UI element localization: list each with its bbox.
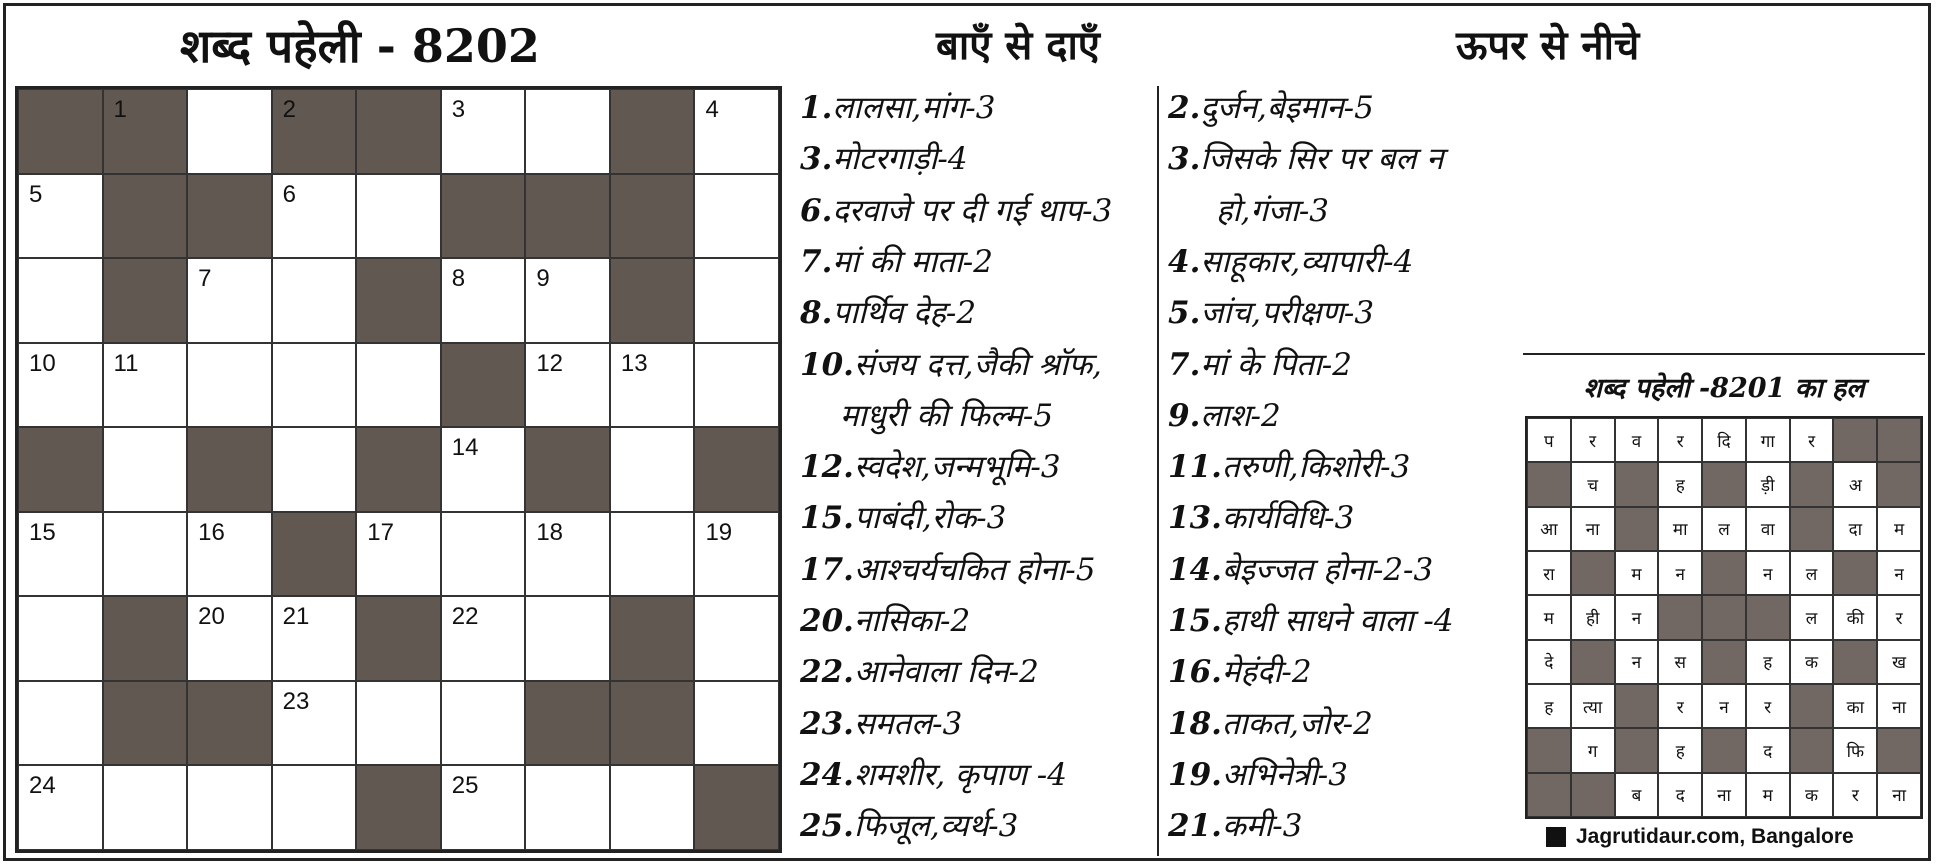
black-cell: [103, 174, 188, 259]
grid-cell[interactable]: [272, 681, 357, 766]
solution-black-cell: [1615, 462, 1659, 506]
grid-cell[interactable]: [356, 512, 441, 597]
clue-number: 1.: [800, 90, 833, 126]
grid-cell[interactable]: [525, 765, 610, 850]
grid-cell[interactable]: [18, 765, 103, 850]
solution-black-cell: [1615, 507, 1659, 551]
grid-cell[interactable]: [272, 258, 357, 343]
clue-text: बेइज्जत होना-2-3: [1221, 551, 1434, 588]
clue-text: लाश-2: [1200, 397, 1281, 434]
clue-number: 19.: [1168, 756, 1222, 793]
grid-cell[interactable]: [272, 174, 357, 259]
grid-cell[interactable]: [103, 512, 188, 597]
cell-number: 1: [113, 96, 127, 123]
solution-cell: स: [1658, 640, 1702, 684]
solution-cell: र: [1790, 418, 1834, 462]
solution-cell: क: [1790, 773, 1834, 817]
clue-number: 22.: [800, 654, 854, 691]
solution-black-cell: [1658, 595, 1702, 639]
cell-number: 20: [198, 603, 225, 631]
cell-number: 10: [29, 349, 56, 377]
grid-cell[interactable]: [272, 765, 357, 850]
grid-cell[interactable]: [694, 343, 779, 428]
solution-cell: ना: [1877, 684, 1921, 728]
clue-number: 14.: [1168, 551, 1222, 588]
clue-text: मां की माता-2: [832, 243, 993, 280]
clue-item: [800, 753, 1067, 795]
black-cell: [18, 427, 103, 512]
clue-text: स्वदेश,जन्मभूमि-3: [853, 449, 1061, 486]
clue-number: 23.: [800, 705, 854, 742]
black-cell: [610, 89, 695, 174]
solution-cell: अ: [1833, 462, 1877, 506]
black-cell: [187, 681, 272, 766]
cell-number: 15: [29, 518, 56, 546]
solution-cell: फि: [1833, 728, 1877, 772]
clue-item: [1168, 240, 1413, 282]
grid-cell[interactable]: [18, 681, 103, 766]
cell-number: 2: [282, 96, 297, 123]
grid-cell[interactable]: [18, 596, 103, 681]
solution-black-cell: [1615, 728, 1659, 772]
clue-text: फिजूल,व्यर्थ-3: [853, 808, 1019, 845]
solution-black-cell: [1833, 640, 1877, 684]
solution-title: शब्द पहेली -8201 का हल: [1583, 373, 1865, 404]
solution-cell: च: [1571, 462, 1615, 506]
clue-item: [1168, 445, 1410, 487]
solution-cell: क: [1790, 640, 1834, 684]
solution-cell: म: [1746, 773, 1790, 817]
clue-item: [800, 445, 1061, 487]
clue-number: 8.: [800, 295, 833, 332]
solution-cell: ड़ी: [1746, 462, 1790, 506]
solution-black-cell: [1790, 462, 1834, 506]
solution-cell: दा: [1833, 507, 1877, 551]
grid-cell[interactable]: [187, 343, 272, 428]
black-cell: [356, 89, 441, 174]
solution-cell: की: [1833, 595, 1877, 639]
down-heading: ऊपर से नीचे: [1456, 22, 1640, 69]
grid-cell[interactable]: [103, 765, 188, 850]
solution-black-cell: [1790, 507, 1834, 551]
credit-text: Jagrutidaur.com, Bangalore: [1576, 825, 1854, 848]
clue-item: [800, 137, 968, 179]
cell-number: 12: [536, 349, 564, 377]
solution-black-cell: [1702, 551, 1746, 595]
clue-text: मां के पिता-2: [1200, 346, 1352, 383]
clue-item: [800, 650, 1039, 692]
solution-cell: न: [1746, 551, 1790, 595]
clue-number: 17.: [800, 551, 854, 588]
clue-text: हाथी साधने वाला -4: [1221, 603, 1454, 639]
cell-number: 17: [367, 518, 394, 546]
grid-cell[interactable]: [441, 427, 526, 512]
clue-item: [800, 189, 1112, 231]
clue-text: समतल-3: [853, 705, 963, 742]
clue-text: आश्चर्यचकित होना-5: [853, 551, 1096, 588]
solution-cell: ना: [1571, 507, 1615, 551]
clue-text: तरुणी,किशोरी-3: [1221, 449, 1411, 486]
black-cell: [525, 427, 610, 512]
solution-black-cell: [1527, 773, 1571, 817]
cell-number: 14: [451, 434, 479, 462]
solution-cell: ही: [1571, 595, 1615, 639]
cell-number: 3: [451, 96, 466, 123]
solution-black-cell: [1702, 640, 1746, 684]
clue-text: शमशीर, कृपाण -4: [853, 756, 1067, 793]
solution-black-cell: [1877, 728, 1921, 772]
solution-black-cell: [1702, 595, 1746, 639]
solution-cell: रा: [1527, 551, 1571, 595]
clue-number: 6.: [800, 192, 833, 229]
clue-item: [800, 291, 976, 333]
clue-text: जांच,परीक्षण-3: [1200, 295, 1375, 332]
grid-cell[interactable]: [103, 343, 188, 428]
grid-cell[interactable]: [694, 258, 779, 343]
clue-item: [1168, 753, 1348, 795]
solution-grid: [1525, 416, 1923, 819]
black-cell: [356, 765, 441, 850]
clue-item: [840, 394, 1053, 436]
solution-cell: न: [1877, 551, 1921, 595]
grid-cell[interactable]: [610, 343, 695, 428]
grid-cell[interactable]: [441, 765, 526, 850]
solution-cell: द: [1658, 773, 1702, 817]
clue-text: दुर्जन,बेइमान-5: [1200, 90, 1374, 126]
grid-cell[interactable]: [694, 174, 779, 259]
solution-black-cell: [1702, 728, 1746, 772]
clue-text: आनेवाला दिन-2: [853, 654, 1039, 691]
grid-cell[interactable]: [525, 512, 610, 597]
solution-cell: वा: [1746, 507, 1790, 551]
clue-number: 15.: [800, 500, 854, 537]
clue-number: 24.: [800, 756, 854, 793]
black-cell: [525, 174, 610, 259]
solution-cell: र: [1571, 418, 1615, 462]
grid-cell[interactable]: [525, 343, 610, 428]
clue-number: 12.: [800, 449, 854, 486]
black-cell: [272, 89, 357, 174]
crossword-grid: [15, 86, 782, 853]
solution-cell: व: [1615, 418, 1659, 462]
grid-cell[interactable]: [18, 512, 103, 597]
cell-number: 6: [282, 180, 297, 208]
solution-cell: ल: [1790, 595, 1834, 639]
solution-cell: ह: [1746, 640, 1790, 684]
solution-divider: [1523, 353, 1925, 355]
black-cell: [694, 427, 779, 512]
solution-cell: म: [1877, 507, 1921, 551]
black-cell: [103, 596, 188, 681]
clue-item: [800, 804, 1018, 846]
solution-cell: दे: [1527, 640, 1571, 684]
solution-black-cell: [1877, 462, 1921, 506]
black-cell: [18, 89, 103, 174]
clue-item: [1168, 650, 1312, 692]
clue-item: [1168, 343, 1352, 385]
solution-cell: र: [1877, 595, 1921, 639]
black-cell: [103, 89, 188, 174]
solution-cell: ना: [1702, 773, 1746, 817]
clue-item: [800, 86, 996, 128]
solution-cell: ग: [1571, 728, 1615, 772]
clue-text: माधुरी की फिल्म-5: [840, 397, 1054, 434]
grid-cell[interactable]: [187, 258, 272, 343]
clue-item: [800, 548, 1095, 590]
solution-cell: आ: [1527, 507, 1571, 551]
solution-black-cell: [1833, 551, 1877, 595]
clue-item: [1168, 291, 1374, 333]
clue-number: 11.: [1168, 449, 1222, 486]
solution-black-cell: [1702, 462, 1746, 506]
grid-cell[interactable]: [356, 343, 441, 428]
solution-cell: ख: [1877, 640, 1921, 684]
across-heading: बाएँ से दाएँ: [936, 22, 1100, 69]
solution-black-cell: [1790, 684, 1834, 728]
clue-number: 3.: [800, 141, 833, 178]
clue-item: [800, 240, 993, 282]
black-cell: [610, 174, 695, 259]
cell-number: 11: [113, 349, 139, 377]
cell-number: 4: [705, 96, 719, 123]
puzzle-title: शब्द पहेली - 8202: [180, 19, 540, 73]
square-bullet-icon: [1546, 827, 1566, 847]
grid-cell[interactable]: [18, 174, 103, 259]
grid-cell[interactable]: [694, 89, 779, 174]
cell-number: 7: [198, 265, 212, 293]
grid-cell[interactable]: [441, 89, 526, 174]
black-cell: [525, 681, 610, 766]
cell-number: 9: [536, 265, 550, 293]
solution-cell: म: [1615, 551, 1659, 595]
solution-cell: न: [1615, 595, 1659, 639]
clue-number: 2.: [1168, 90, 1201, 126]
grid-cell[interactable]: [103, 427, 188, 512]
black-cell: [694, 765, 779, 850]
clue-item: [1168, 496, 1354, 538]
clue-text: कमी-3: [1221, 808, 1303, 845]
solution-black-cell: [1746, 595, 1790, 639]
solution-black-cell: [1571, 551, 1615, 595]
clue-number: 18.: [1168, 705, 1222, 742]
clue-item: [800, 599, 970, 641]
clue-number: 7.: [1168, 346, 1201, 383]
grid-cell[interactable]: [441, 512, 526, 597]
grid-cell[interactable]: [525, 89, 610, 174]
clue-number: 15.: [1168, 603, 1222, 639]
grid-cell[interactable]: [525, 596, 610, 681]
grid-cell[interactable]: [187, 512, 272, 597]
solution-cell: त्या: [1571, 684, 1615, 728]
clue-number: 5.: [1168, 295, 1201, 332]
grid-cell[interactable]: [187, 765, 272, 850]
clue-number: 9.: [1168, 397, 1201, 434]
clue-item: [1168, 86, 1374, 128]
cell-number: 16: [198, 518, 225, 546]
solution-black-cell: [1571, 773, 1615, 817]
black-cell: [103, 681, 188, 766]
grid-cell[interactable]: [18, 343, 103, 428]
grid-cell[interactable]: [610, 765, 695, 850]
clue-item: [1168, 548, 1433, 590]
black-cell: [356, 427, 441, 512]
clue-item: [800, 702, 962, 744]
solution-cell: गा: [1746, 418, 1790, 462]
clue-item: [1168, 394, 1281, 436]
clue-item: [1168, 804, 1303, 846]
black-cell: [187, 174, 272, 259]
cell-number: 23: [282, 687, 310, 715]
grid-cell[interactable]: [272, 427, 357, 512]
solution-cell: ल: [1702, 507, 1746, 551]
solution-cell: ह: [1658, 728, 1702, 772]
credit-line: [1546, 825, 1854, 849]
clue-number: 16.: [1168, 654, 1222, 691]
clue-item: [800, 343, 1102, 385]
solution-cell: ह: [1658, 462, 1702, 506]
solution-black-cell: [1790, 728, 1834, 772]
clue-number: 20.: [800, 603, 854, 639]
black-cell: [610, 596, 695, 681]
clue-text: मेहंदी-2: [1221, 654, 1312, 691]
grid-cell[interactable]: [272, 596, 357, 681]
clue-number: 10.: [800, 346, 854, 383]
solution-cell: ल: [1790, 551, 1834, 595]
solution-cell: ब: [1615, 773, 1659, 817]
black-cell: [356, 258, 441, 343]
clue-text: साहूकार,व्यापारी-4: [1200, 243, 1414, 280]
grid-cell[interactable]: [356, 174, 441, 259]
black-cell: [356, 596, 441, 681]
clue-text: हो,गंजा-3: [1216, 192, 1330, 229]
grid-cell[interactable]: [356, 681, 441, 766]
solution-black-cell: [1571, 640, 1615, 684]
clue-number: 25.: [800, 808, 854, 845]
solution-cell: म: [1527, 595, 1571, 639]
black-cell: [441, 174, 526, 259]
column-divider: [1157, 86, 1159, 856]
clue-text: जिसके सिर पर बल न: [1200, 141, 1444, 178]
solution-black-cell: [1615, 684, 1659, 728]
grid-cell[interactable]: [610, 512, 695, 597]
clue-text: अभिनेत्री-3: [1221, 756, 1348, 793]
clue-item: [1216, 189, 1329, 231]
solution-cell: ह: [1527, 684, 1571, 728]
clue-item: [800, 496, 1006, 538]
clue-text: मोटरगाड़ी-4: [832, 141, 968, 178]
cell-number: 21: [282, 603, 310, 631]
grid-cell[interactable]: [272, 343, 357, 428]
solution-cell: र: [1658, 418, 1702, 462]
clue-text: पाबंदी,रोक-3: [853, 500, 1007, 537]
grid-cell[interactable]: [187, 596, 272, 681]
grid-cell[interactable]: [18, 258, 103, 343]
clue-text: लालसा,मांग-3: [832, 90, 996, 126]
cell-number: 25: [451, 772, 479, 800]
cell-number: 5: [29, 180, 43, 208]
cell-number: 19: [705, 518, 733, 546]
black-cell: [272, 512, 357, 597]
black-cell: [610, 681, 695, 766]
clue-item: [1168, 702, 1373, 744]
clue-number: 3.: [1168, 141, 1201, 178]
black-cell: [610, 258, 695, 343]
cell-number: 13: [620, 349, 648, 377]
solution-cell: न: [1658, 551, 1702, 595]
grid-cell[interactable]: [694, 512, 779, 597]
clue-text: ताकत,जोर-2: [1221, 705, 1373, 742]
clue-text: कार्यविधि-3: [1221, 500, 1355, 537]
clue-number: 4.: [1168, 243, 1201, 280]
grid-cell[interactable]: [525, 258, 610, 343]
clue-text: संजय दत्त,जैकी श्रॉफ,: [853, 346, 1102, 383]
clue-text: पार्थिव देह-2: [832, 295, 977, 332]
grid-cell[interactable]: [694, 596, 779, 681]
clue-item: [1168, 137, 1443, 179]
solution-cell: द: [1746, 728, 1790, 772]
grid-cell[interactable]: [441, 681, 526, 766]
solution-black-cell: [1833, 418, 1877, 462]
cell-number: 22: [451, 603, 479, 631]
grid-cell[interactable]: [610, 427, 695, 512]
solution-cell: र: [1658, 684, 1702, 728]
cell-number: 8: [451, 265, 466, 293]
solution-black-cell: [1527, 728, 1571, 772]
solution-cell: र: [1833, 773, 1877, 817]
solution-black-cell: [1527, 462, 1571, 506]
grid-cell[interactable]: [187, 89, 272, 174]
solution-cell: ना: [1877, 773, 1921, 817]
clue-number: 13.: [1168, 500, 1222, 537]
solution-cell: मा: [1658, 507, 1702, 551]
clue-text: नासिका-2: [853, 603, 971, 639]
clue-text: दरवाजे पर दी गई थाप-3: [832, 192, 1113, 229]
clue-number: 21.: [1168, 808, 1222, 845]
grid-cell[interactable]: [441, 258, 526, 343]
solution-cell: न: [1615, 640, 1659, 684]
solution-cell: प: [1527, 418, 1571, 462]
black-cell: [187, 427, 272, 512]
clue-number: 7.: [800, 243, 833, 280]
cell-number: 24: [29, 772, 56, 800]
black-cell: [103, 258, 188, 343]
cell-number: 18: [536, 518, 564, 546]
solution-cell: न: [1702, 684, 1746, 728]
black-cell: [441, 343, 526, 428]
solution-cell: दि: [1702, 418, 1746, 462]
grid-cell[interactable]: [441, 596, 526, 681]
solution-black-cell: [1877, 418, 1921, 462]
solution-cell: का: [1833, 684, 1877, 728]
solution-cell: र: [1746, 684, 1790, 728]
grid-cell[interactable]: [694, 681, 779, 766]
clue-item: [1168, 599, 1454, 641]
